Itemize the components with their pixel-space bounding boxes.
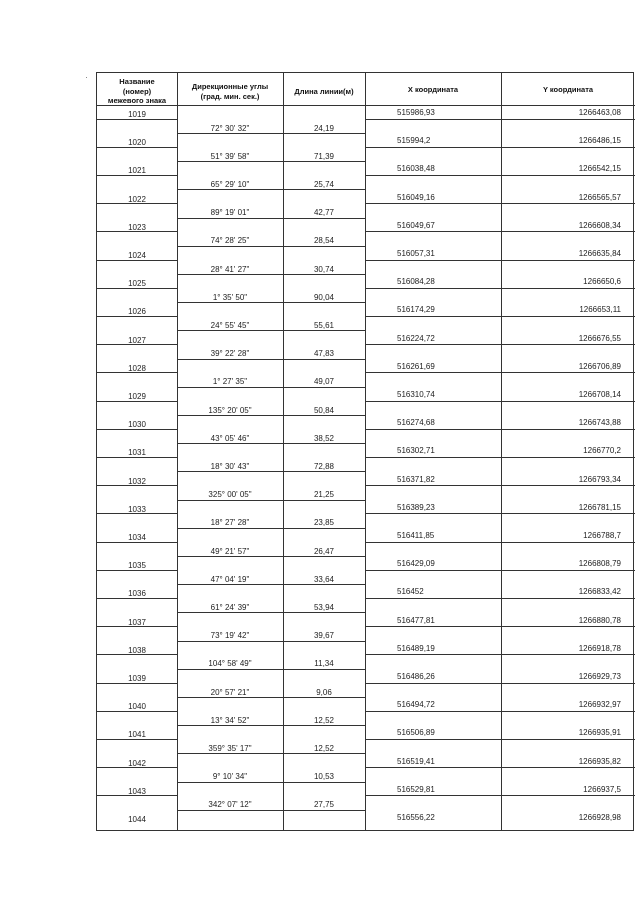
coordinate-row-divider bbox=[365, 626, 635, 627]
line-length-value: 10,53 bbox=[313, 772, 335, 782]
line-length-value: 50,84 bbox=[313, 405, 335, 415]
x-coordinate-value: 516274,68 bbox=[397, 418, 435, 428]
coordinate-row-divider bbox=[365, 429, 635, 430]
x-coordinate-value: 516486,26 bbox=[397, 672, 435, 681]
marker-name: 1043 bbox=[128, 786, 146, 796]
line-length-value: 25,74 bbox=[313, 179, 335, 189]
marker-name: 1038 bbox=[128, 645, 146, 655]
coordinate-row-divider bbox=[365, 147, 635, 148]
line-length-value: 49,07 bbox=[313, 377, 335, 387]
marker-name: 1025 bbox=[128, 279, 146, 289]
line-length-value: 38,52 bbox=[313, 433, 335, 443]
line-length-value: 47,83 bbox=[313, 349, 335, 359]
directional-angle-value: 89° 19' 01" bbox=[210, 208, 250, 218]
y-coordinate-value: 1266770,2 bbox=[583, 446, 621, 456]
directional-angle-value: 135° 20' 05" bbox=[208, 405, 252, 415]
line-length-value: 42,77 bbox=[313, 208, 335, 218]
line-length-value: 39,67 bbox=[313, 631, 335, 641]
x-coordinate-value: 516556,22 bbox=[397, 813, 435, 822]
line-length-value: 90,04 bbox=[313, 292, 335, 302]
coordinate-row-divider bbox=[365, 485, 635, 486]
marker-name: 1026 bbox=[128, 307, 146, 317]
directional-angle-value: 24° 55' 45" bbox=[210, 320, 250, 330]
x-coordinate-value: 516049,16 bbox=[397, 192, 435, 202]
boundary-coordinates-table bbox=[96, 72, 634, 831]
marker-name: 1030 bbox=[128, 420, 146, 430]
directional-angle-value: 325° 00' 05" bbox=[208, 490, 252, 500]
coordinate-row-divider bbox=[365, 175, 635, 176]
marker-name: 1027 bbox=[128, 335, 146, 345]
coordinate-row-divider bbox=[365, 457, 635, 458]
y-coordinate-value: 1266781,15 bbox=[578, 502, 621, 512]
line-length-value: 24,19 bbox=[313, 123, 335, 133]
directional-angle-value: 9° 10' 34" bbox=[212, 772, 248, 782]
y-coordinate-value: 1266833,42 bbox=[578, 587, 621, 597]
marker-name: 1020 bbox=[128, 138, 146, 148]
marker-name: 1035 bbox=[128, 561, 146, 571]
directional-angle-value: 51° 39' 58" bbox=[210, 151, 250, 161]
marker-name: 1037 bbox=[128, 617, 146, 627]
marker-name: 1041 bbox=[128, 730, 146, 740]
directional-angle-value: 28° 41' 27" bbox=[210, 264, 250, 274]
y-coordinate-value: 1266880,78 bbox=[578, 615, 621, 625]
directional-angle-value: 18° 27' 28" bbox=[210, 518, 250, 528]
x-coordinate-value: 516174,29 bbox=[397, 305, 435, 315]
coordinate-row-divider bbox=[365, 767, 635, 768]
directional-angle-value: 39° 22' 28" bbox=[210, 349, 250, 359]
header-directional-angles: Дирекционные углы (град. мин. сек.) bbox=[191, 82, 269, 101]
coordinate-row-divider bbox=[365, 316, 635, 317]
line-length-value: 23,85 bbox=[313, 518, 335, 528]
y-coordinate-value: 1266932,97 bbox=[578, 700, 621, 710]
directional-angle-value: 74° 28' 25" bbox=[210, 236, 250, 246]
y-coordinate-value: 1266676,55 bbox=[578, 333, 621, 343]
header-line-length: Длина линии(м) bbox=[294, 87, 354, 96]
coordinate-row-divider bbox=[365, 119, 635, 120]
x-coordinate-value: 516452 bbox=[397, 587, 424, 597]
y-coordinate-value: 1266743,88 bbox=[578, 418, 621, 428]
x-coordinate-value: 516371,82 bbox=[397, 474, 435, 484]
directional-angle-value: 18° 30' 43" bbox=[210, 461, 250, 471]
header-divider bbox=[97, 105, 635, 106]
line-length-value: 53,94 bbox=[313, 602, 335, 612]
marker-name: 1022 bbox=[128, 194, 146, 204]
line-length-value: 30,74 bbox=[313, 264, 335, 274]
directional-angle-value: 73° 19' 42" bbox=[210, 631, 250, 641]
marker-name: 1019 bbox=[128, 110, 146, 119]
header-x-coordinate: X координата bbox=[407, 85, 459, 94]
x-coordinate-value: 515994,2 bbox=[397, 136, 431, 146]
line-length-value: 21,25 bbox=[313, 490, 335, 500]
x-coordinate-value: 516494,72 bbox=[397, 700, 435, 710]
y-coordinate-value: 1266706,89 bbox=[578, 361, 621, 371]
header-y-coordinate: Y координата bbox=[542, 85, 594, 94]
y-coordinate-value: 1266708,14 bbox=[578, 390, 621, 399]
marker-name: 1031 bbox=[128, 448, 146, 458]
marker-name: 1032 bbox=[128, 476, 146, 486]
marker-name: 1023 bbox=[128, 222, 146, 232]
line-length-value: 12,52 bbox=[313, 743, 335, 753]
x-coordinate-value: 516310,74 bbox=[397, 390, 435, 399]
marker-name: 1024 bbox=[128, 251, 146, 260]
y-coordinate-value: 1266808,79 bbox=[578, 559, 621, 569]
x-coordinate-value: 516429,09 bbox=[397, 559, 435, 569]
x-coordinate-value: 516477,81 bbox=[397, 615, 435, 625]
y-coordinate-value: 1266937,5 bbox=[583, 784, 621, 794]
y-coordinate-value: 1266935,91 bbox=[578, 728, 621, 738]
line-length-value: 33,64 bbox=[313, 574, 335, 584]
directional-angle-value: 61° 24' 39" bbox=[210, 602, 250, 612]
line-length-value: 55,61 bbox=[313, 320, 335, 330]
y-coordinate-value: 1266929,73 bbox=[578, 672, 621, 681]
marker-name: 1029 bbox=[128, 392, 146, 401]
directional-angle-value: 342° 07' 12" bbox=[208, 800, 252, 810]
y-coordinate-value: 1266565,57 bbox=[578, 192, 621, 202]
coordinate-row-divider bbox=[365, 513, 635, 514]
y-coordinate-value: 1266935,82 bbox=[578, 756, 621, 766]
directional-angle-value: 43° 05' 46" bbox=[210, 433, 250, 443]
marker-name: 1042 bbox=[128, 758, 146, 768]
coordinate-row-divider bbox=[365, 795, 635, 796]
y-coordinate-value: 1266542,15 bbox=[578, 164, 621, 174]
directional-angle-value: 49° 21' 57" bbox=[210, 546, 250, 556]
header-marker-name: Название (номер) межевого знака bbox=[107, 77, 167, 105]
line-length-value: 12,52 bbox=[313, 715, 335, 725]
scan-speck bbox=[86, 77, 87, 78]
marker-name: 1036 bbox=[128, 589, 146, 599]
marker-name: 1040 bbox=[128, 702, 146, 712]
x-coordinate-value: 516506,89 bbox=[397, 728, 435, 738]
coordinate-row-divider bbox=[365, 654, 635, 655]
x-coordinate-value: 516529,81 bbox=[397, 784, 435, 794]
x-coordinate-value: 516224,72 bbox=[397, 333, 435, 343]
x-coordinate-value: 516389,23 bbox=[397, 502, 435, 512]
x-coordinate-value: 516038,48 bbox=[397, 164, 435, 174]
line-length-value: 11,34 bbox=[314, 659, 334, 669]
directional-angle-value: 1° 27' 35" bbox=[212, 377, 248, 387]
coordinate-row-divider bbox=[365, 288, 635, 289]
coordinate-row-divider bbox=[365, 570, 635, 571]
coordinate-row-divider bbox=[365, 260, 635, 261]
line-length-value: 27,75 bbox=[313, 800, 335, 810]
line-length-value: 71,39 bbox=[313, 151, 335, 161]
y-coordinate-value: 1266793,34 bbox=[578, 474, 621, 484]
directional-angle-value: 47° 04' 19" bbox=[210, 574, 250, 584]
y-coordinate-value: 1266650,6 bbox=[583, 277, 621, 287]
marker-name: 1021 bbox=[128, 166, 146, 176]
line-length-value: 9,06 bbox=[316, 687, 332, 697]
x-coordinate-value: 516519,41 bbox=[397, 756, 435, 766]
coordinate-row-divider bbox=[365, 344, 635, 345]
directional-angle-value: 72° 30' 32" bbox=[210, 123, 250, 133]
coordinate-row-divider bbox=[365, 231, 635, 232]
y-coordinate-value: 1266608,34 bbox=[578, 220, 621, 230]
coordinate-row-divider bbox=[365, 598, 635, 599]
x-coordinate-value: 516489,19 bbox=[397, 643, 435, 653]
line-length-value: 28,54 bbox=[313, 236, 335, 246]
coordinate-row-divider bbox=[365, 711, 635, 712]
y-coordinate-value: 1266653,11 bbox=[579, 305, 621, 315]
marker-name: 1034 bbox=[128, 533, 146, 542]
marker-name: 1044 bbox=[128, 815, 146, 824]
directional-angle-value: 104° 58' 49" bbox=[208, 659, 252, 669]
column-divider bbox=[365, 73, 366, 830]
x-coordinate-value: 515986,93 bbox=[397, 108, 435, 117]
marker-name: 1028 bbox=[128, 363, 146, 373]
y-coordinate-value: 1266486,15 bbox=[578, 136, 621, 146]
x-coordinate-value: 516411,85 bbox=[397, 531, 435, 540]
directional-angle-value: 13° 34' 52" bbox=[210, 715, 250, 725]
marker-name: 1039 bbox=[128, 674, 146, 683]
coordinate-row-divider bbox=[365, 401, 635, 402]
directional-angle-value: 20° 57' 21" bbox=[210, 687, 250, 697]
directional-angle-value: 359° 35' 17" bbox=[208, 743, 252, 753]
x-coordinate-value: 516084,28 bbox=[397, 277, 435, 287]
y-coordinate-value: 1266918,78 bbox=[578, 643, 621, 653]
y-coordinate-value: 1266788,7 bbox=[583, 531, 621, 540]
line-length-value: 26,47 bbox=[313, 546, 335, 556]
x-coordinate-value: 516057,31 bbox=[397, 249, 435, 258]
y-coordinate-value: 1266635,84 bbox=[578, 249, 621, 258]
coordinate-row-divider bbox=[365, 203, 635, 204]
directional-angle-value: 65° 29' 10" bbox=[210, 179, 250, 189]
line-length-value: 72,88 bbox=[313, 461, 335, 471]
y-coordinate-value: 1266928,98 bbox=[578, 813, 621, 822]
coordinate-row-divider bbox=[365, 372, 635, 373]
y-coordinate-value: 1266463,08 bbox=[578, 108, 621, 117]
marker-name: 1033 bbox=[128, 504, 146, 514]
directional-angle-value: 1° 35' 50" bbox=[212, 292, 248, 302]
x-coordinate-value: 516302,71 bbox=[397, 446, 435, 456]
x-coordinate-value: 516261,69 bbox=[397, 361, 435, 371]
coordinate-row-divider bbox=[365, 739, 635, 740]
coordinate-row-divider bbox=[365, 683, 635, 684]
coordinate-row-divider bbox=[365, 542, 635, 543]
x-coordinate-value: 516049,67 bbox=[397, 220, 435, 230]
